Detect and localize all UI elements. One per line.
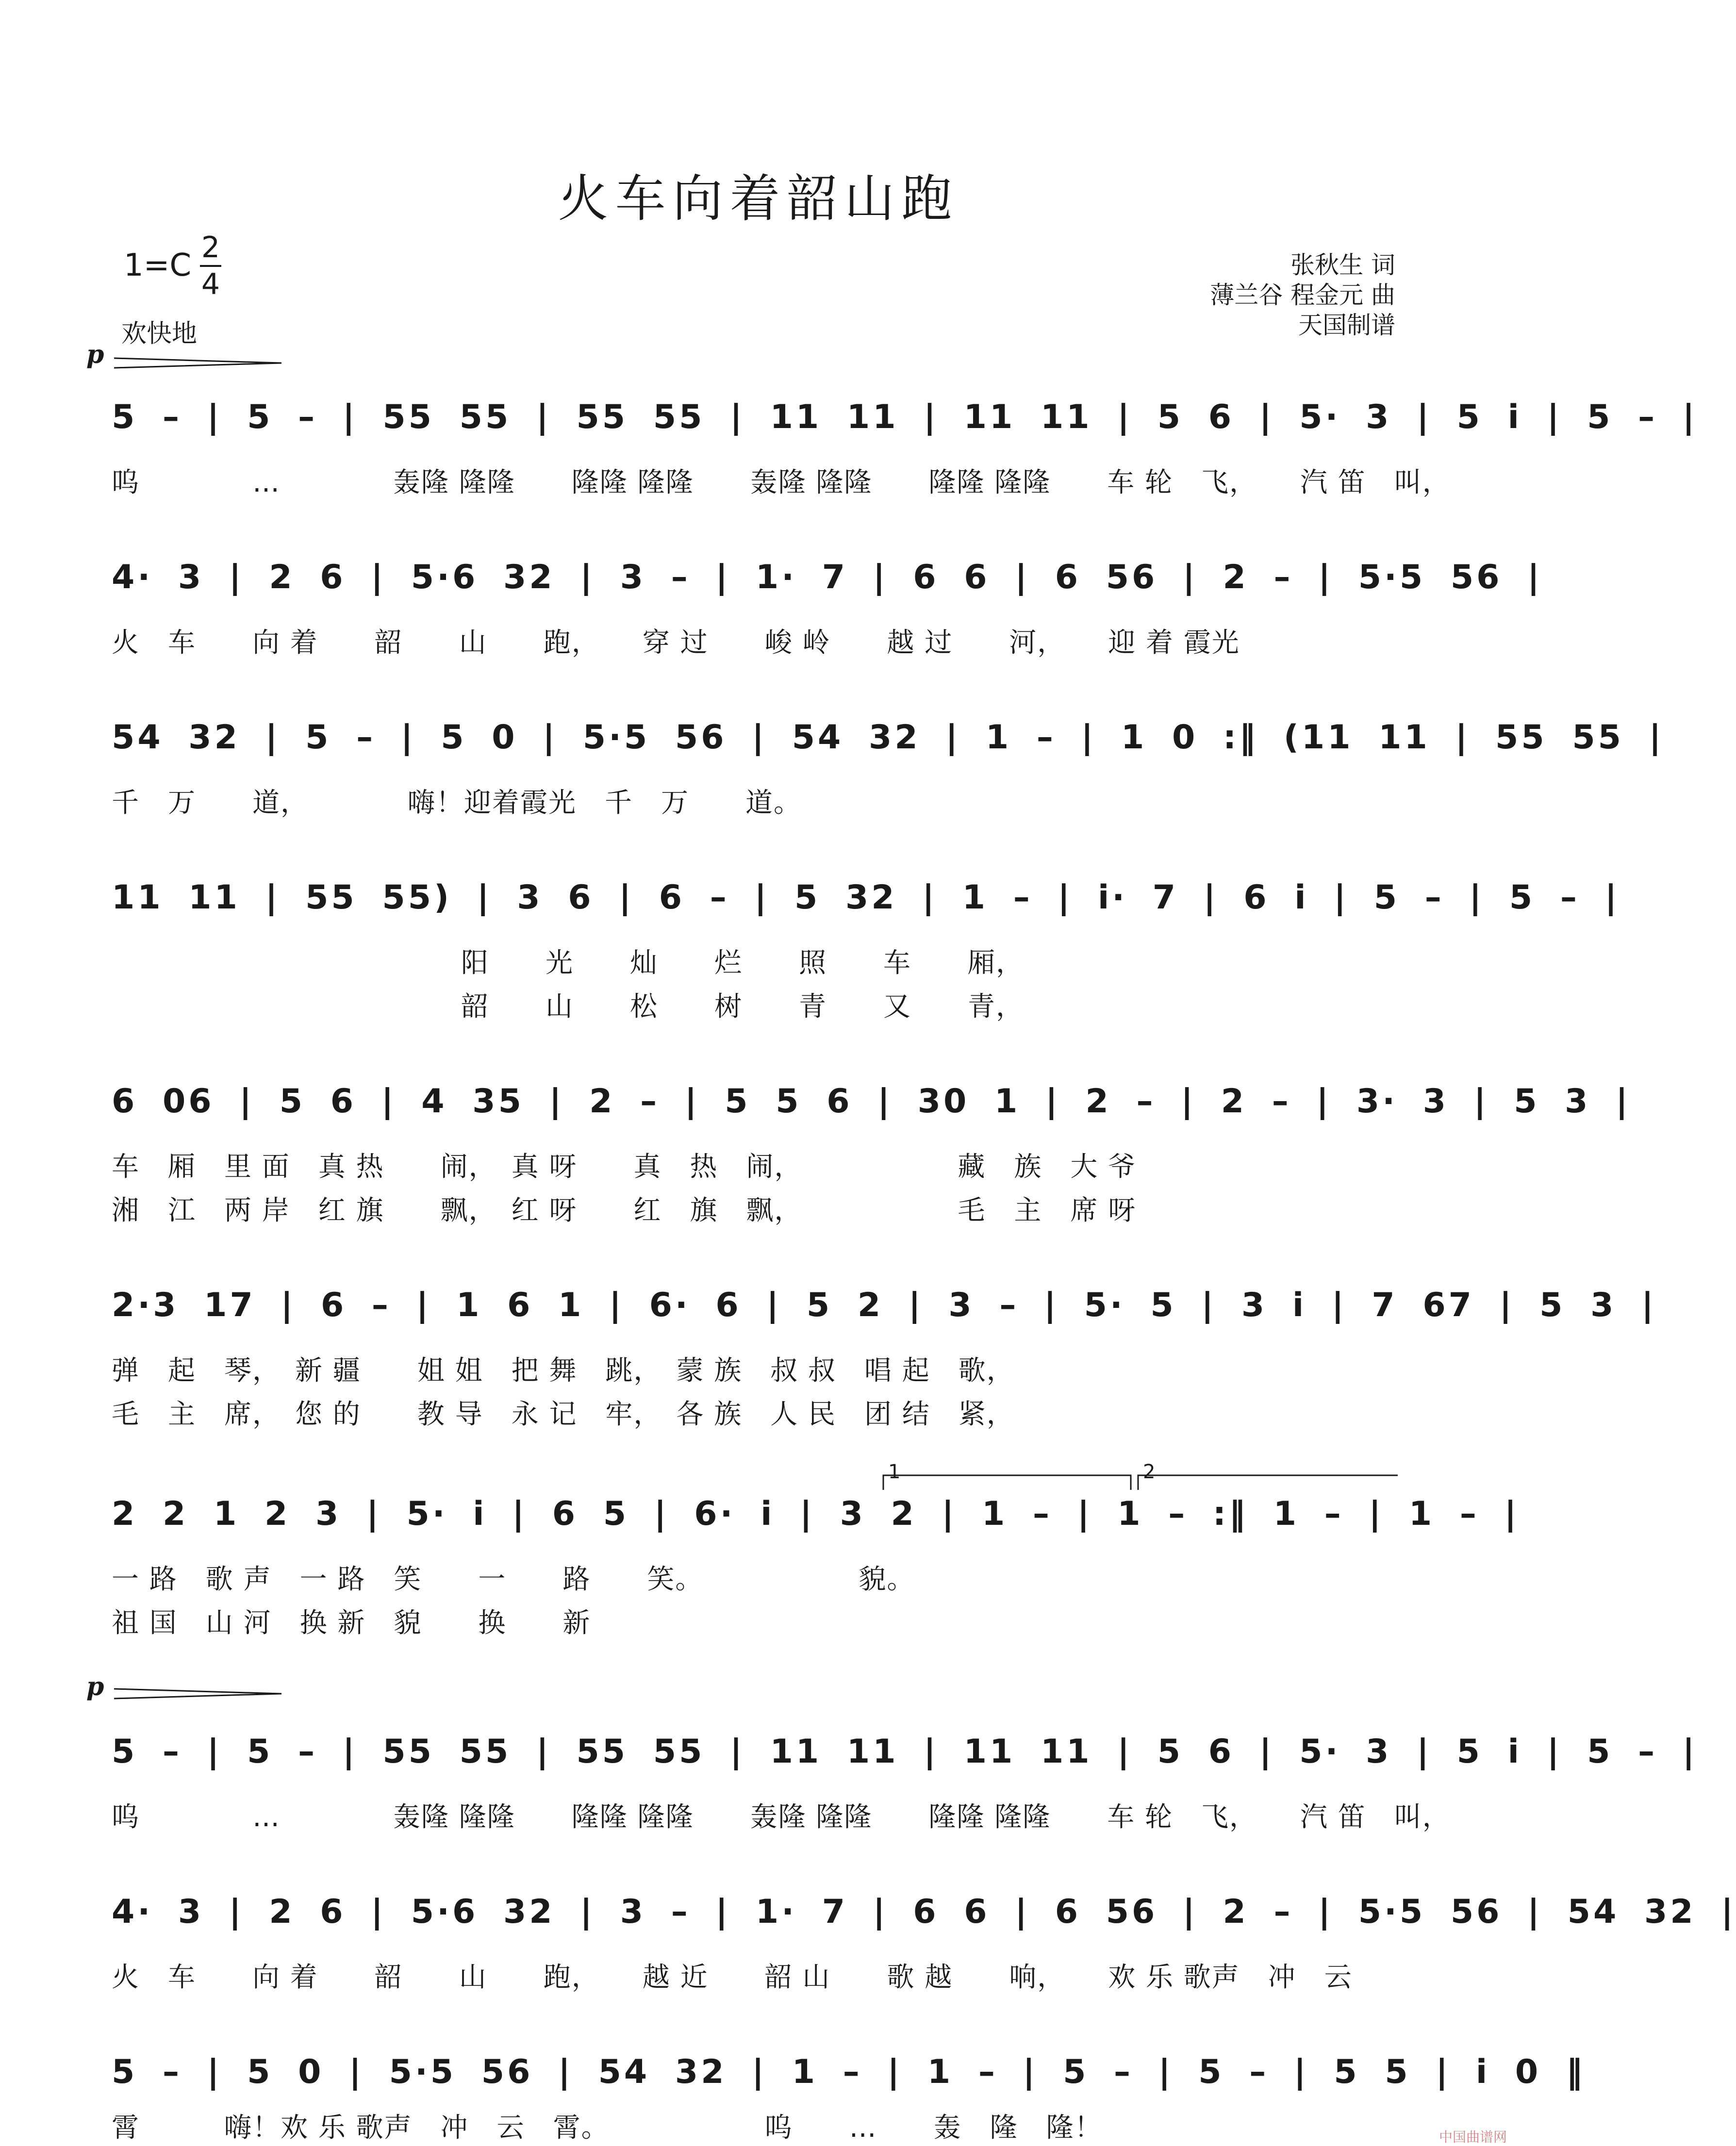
notes-line: 2 2 1 2 3 | 5· i | 6 5 | 6· i | 3 2 | 1 – | 1 – :‖ 1 – | 1 – |: [112, 1495, 1520, 1533]
notes-line: 4· 3 | 2 6 | 5·6 32 | 3 – | 1· 7 | 6 6 | 6 56 | 2 – | 5·5 56 |: [112, 558, 1542, 596]
volta-2-label: 2: [1143, 1461, 1157, 1483]
composer-credit: 薄兰谷 程金元 曲: [1210, 281, 1395, 309]
lyric-line-verse-2: 毛 主 席， 您 的 教 导 永 记 牢， 各 族 人 民 团 结 紧，: [112, 1399, 1015, 1430]
engraver-credit: 天国制谱: [1298, 311, 1395, 339]
lyric-line-verse-1: 弹 起 琴， 新 疆 姐 姐 把 舞 跳， 蒙 族 叔 叔 唱 起 歌，: [112, 1355, 1015, 1387]
notes-line: 2·3 17 | 6 – | 1 6 1 | 6· 6 | 5 2 | 3 – | 5· 5 | 3 i | 7 67 | 5 3 |: [112, 1286, 1656, 1324]
dynamic-marking-2: p: [86, 1672, 104, 1701]
key-signature: 1=C: [124, 248, 192, 283]
notes-line: 54 32 | 5 – | 5 0 | 5·5 56 | 54 32 | 1 – | 1 0 :‖ (11 11 | 55 55 |: [112, 718, 1664, 757]
lyric-line-verse-1: 阳 光 灿 烂 照 车 厢，: [461, 947, 1024, 979]
lyric-line-verse-2: 祖 国 山 河 换 新 貌 换 新: [112, 1607, 591, 1639]
lyric-line: 呜 … 轰隆 隆隆 隆隆 隆隆 轰隆 隆隆 隆隆 隆隆 车 轮 飞， 汽 笛 叫，: [112, 467, 1451, 498]
lyric-line: 霄 嗨！欢 乐 歌声 冲 云 霄。 呜 … 轰 隆 隆！: [112, 2112, 1103, 2144]
lyric-line-verse-2: 韶 山 松 树 青 又 青，: [461, 991, 1024, 1023]
lyric-line: 呜 … 轰隆 隆隆 隆隆 隆隆 轰隆 隆隆 隆隆 隆隆 车 轮 飞， 汽 笛 叫，: [112, 1801, 1451, 1833]
notes-line: 11 11 | 55 55) | 3 6 | 6 – | 5 32 | 1 – | i· 7 | 6 i | 5 – | 5 – |: [112, 878, 1620, 917]
lyricist-credit: 张秋生 词: [1290, 251, 1395, 279]
notes-line: 6 06 | 5 6 | 4 35 | 2 – | 5 5 6 | 30 1 | 2 – | 2 – | 3· 3 | 5 3 |: [112, 1082, 1631, 1121]
tempo-marking: 欢快地: [121, 319, 198, 348]
notes-line: 5 – | 5 0 | 5·5 56 | 54 32 | 1 – | 1 – | 5 – | 5 – | 5 5 | i 0 ‖: [112, 2053, 1586, 2091]
lyric-line-verse-2: 湘 江 两 岸 红 旗 飘， 红 呀 红 旗 飘， 毛 主 席 呀: [112, 1195, 1137, 1226]
lyric-line-verse-1: 车 厢 里 面 真 热 闹， 真 呀 真 热 闹， 藏 族 大 爷: [112, 1151, 1137, 1183]
volta-1-label: 1: [888, 1461, 902, 1483]
time-signature-top: 2: [201, 231, 220, 264]
lyric-line-verse-1: 一 路 歌 声 一 路 笑 一 路 笑。 貌。: [112, 1564, 915, 1595]
time-signature-bottom: 4: [201, 267, 220, 301]
notes-line: 5 – | 5 – | 55 55 | 55 55 | 11 11 | 11 11 | 5 6 | 5· 3 | 5 i | 5 – |: [112, 398, 1698, 436]
lyric-line: 火 车 向 着 韶 山 跑， 越 近 韶 山 歌 越 响， 欢 乐 歌声 冲 云: [112, 1962, 1353, 1993]
notes-line: 4· 3 | 2 6 | 5·6 32 | 3 – | 1· 7 | 6 6 | 6 56 | 2 – | 5·5 56 | 54 32 |: [112, 1893, 1736, 1931]
dynamic-marking: p: [86, 340, 104, 369]
page-title: 火车向着韶山跑: [558, 169, 959, 228]
lyric-line: 千 万 道， 嗨！迎着霞光 千 万 道。: [112, 787, 802, 819]
lyric-line: 火 车 向 着 韶 山 跑， 穿 过 峻 岭 越 过 河， 迎 着 霞光: [112, 627, 1240, 659]
watermark-logo: 中国曲谱网: [1438, 2129, 1507, 2145]
notes-line: 5 – | 5 – | 55 55 | 55 55 | 11 11 | 11 11 | 5 6 | 5· 3 | 5 i | 5 – |: [112, 1733, 1698, 1771]
